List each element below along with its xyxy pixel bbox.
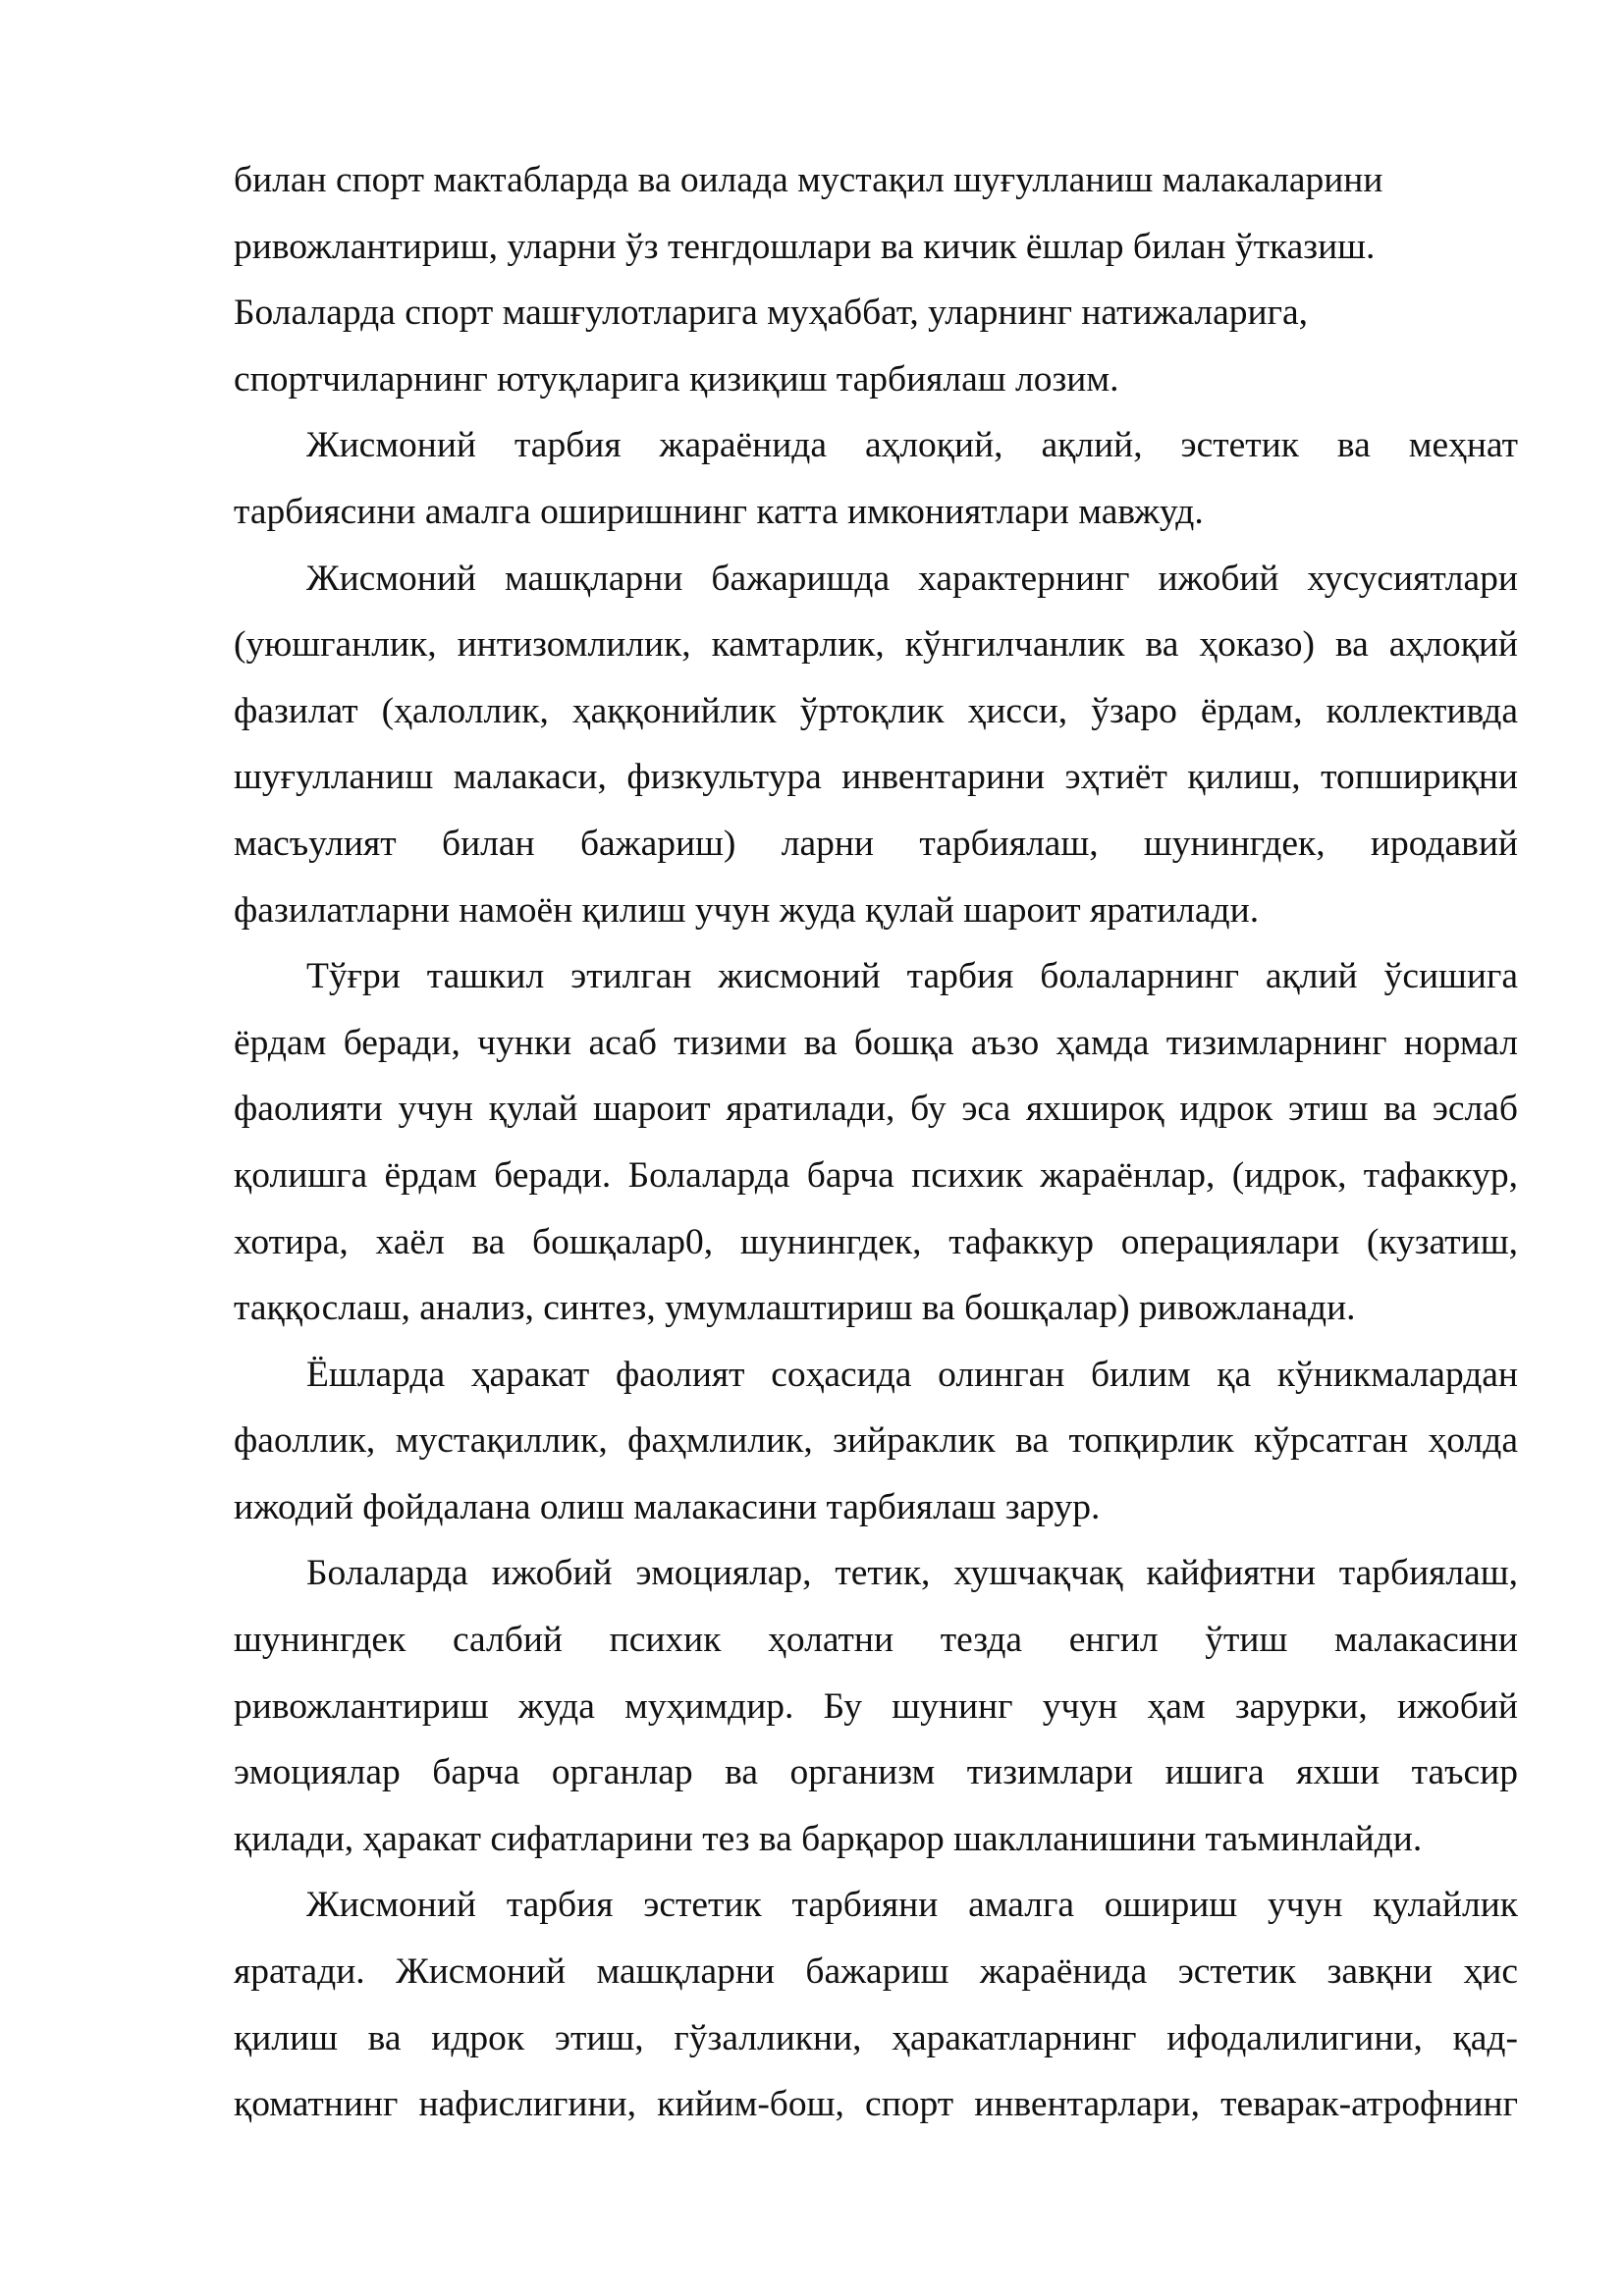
text-line: қоматнинг нафислигини, кийим-бош, спорт инвентарлари, теварак-атрофнинг [234,2084,1518,2125]
text-line: қилиш ва идрок этиш, гўзалликни, ҳаракатларнинг ифодалилигини, қад- [234,2017,1518,2058]
text-line: фаоллик, мустақиллик, фаҳмлилик, зийраклик ва топқирлик кўрсатган ҳолда [234,1420,1518,1462]
text-line: ёрдам беради, чунки асаб тизими ва бошқа аъзо ҳамда тизимларнинг нормал [234,1022,1518,1063]
text-line: шунингдек салбий психик ҳолатни тезда енгил ўтиш малакасини [234,1620,1518,1661]
text-line: шуғулланиш малакаси, физкультура инвентарини эҳтиёт қилиш, топшириқни [234,757,1518,798]
text-line: Тўғри ташкил этилган жисмоний тарбия болаларнинг ақлий ўсишига [306,956,1518,997]
text-line: билан спорт мактабларда ва оилада мустақил шуғулланиш малакаларини [234,160,1383,200]
paragraph [234,1540,1518,1872]
text-line: Ёшларда ҳаракат фаолият соҳасида олинган билим қа кўникмалардан [306,1354,1518,1395]
text-line: эмоциялар барча органлар ва организм тизимлари ишига яхши таъсир [234,1752,1518,1793]
paragraph [234,943,1518,1342]
text-line: ижодий фойдалана олиш малакасини тарбиялаш зарур. [234,1486,1101,1527]
text-line: фаолияти учун қулай шароит яратилади, бу эса яхшироқ идрок этиш ва эслаб [234,1089,1518,1130]
text-line: Болаларда ижобий эмоциялар, тетик, хушчақчақ кайфиятни тарбиялаш, [306,1553,1518,1594]
text-line: хотира, хаёл ва бошқалар0, шунингдек, тафаккур операциялари (кузатиш, [234,1221,1518,1262]
text-line: Жисмоний тарбия жараёнида аҳлоқий, ақлий, эстетик ва меҳнат [306,425,1518,466]
text-line: Жисмоний тарбия эстетик тарбияни амалга ошириш учун қулайлик [306,1885,1518,1926]
document-page [234,147,1518,2138]
text-line: фазилатларни намоён қилиш учун жуда қулай шароит яратилади. [234,889,1260,931]
text-line: масъулият билан бажариш) ларни тарбиялаш, шунингдек, иродавий [234,823,1518,864]
text-line: ривожлантириш, уларни ўз тенгдошлари ва кичик ёшлар билан ўтказиш. [234,226,1376,267]
text-line: фазилат (ҳалоллик, ҳаққонийлик ўртоқлик ҳисси, ўзаро ёрдам, коллективда [234,690,1518,731]
text-line: қолишга ёрдам беради. Болаларда барча психик жараёнлар, (идрок, тафаккур, [234,1154,1518,1196]
paragraph [234,412,1518,545]
text-line: спортчиларнинг ютуқларига қизиқиш тарбиялаш лозим. [234,358,1119,400]
text-line: ривожлантириш жуда муҳимдир. Бу шунинг учун ҳам зарурки, ижобий [234,1685,1518,1727]
text-line: Болаларда спорт машғулотларига муҳаббат, уларнинг натижаларига, [234,293,1309,334]
paragraph [234,546,1518,944]
paragraph [234,147,1518,412]
text-line: тарбиясини амалга оширишнинг катта имкониятлари мавжуд. [234,491,1204,532]
paragraph [234,1342,1518,1541]
text-line: (уюшганлик, интизомлилик, камтарлик, кўнгилчанлик ва ҳоказо) ва аҳлоқий [234,624,1518,666]
text-line: Жисмоний машқларни бажаришда характернинг ижобий хусусиятлари [306,558,1518,599]
text-line: қилади, ҳаракат сифатларини тез ва барқарор шаклланишини таъминлайди. [234,1818,1423,1859]
text-line: яратади. Жисмоний машқларни бажариш жараёнида эстетик завқни ҳис [234,1951,1518,1993]
text-line: таққослаш, анализ, синтез, умумлаштириш ва бошқалар) ривожланади. [234,1288,1356,1329]
paragraph [234,1872,1518,2137]
